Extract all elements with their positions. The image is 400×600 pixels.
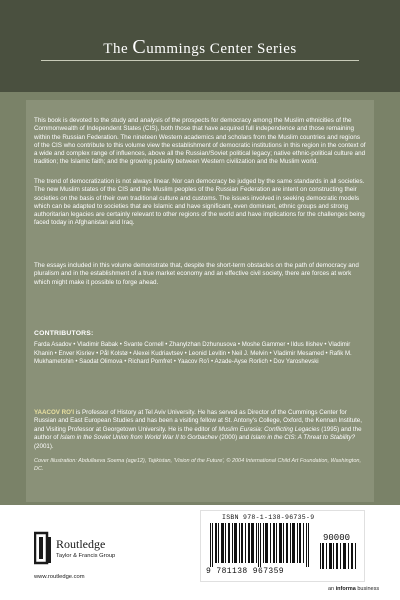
series-divider <box>41 60 359 61</box>
cover-credit <box>34 458 364 473</box>
series-initial: C <box>132 36 147 58</box>
publisher-group: Taylor & Francis Group <box>56 553 116 559</box>
publisher-url: www.routledge.com <box>34 574 85 580</box>
price-barcode-bars <box>320 543 358 569</box>
description-paragraph-2: The trend of democratization is not always linear. Nor can democracy be judged by the same standards in all societies. The new Muslim states of the CIS and the Muslim peoples of the Russian Federation are intent on constructing their societies on the basis of their own traditional culture and customs. The issues involved in seeking democratic models which can be adapted to societies that are Islamic and have significant, even dominant, ethnic groups and strong authoritarian legacies are certainly relevant to other regions of the world and have implications for the challenges being faced today in Afghanistan and Iraq. <box>34 178 365 227</box>
author-bio-mid2: (2000) and <box>217 434 251 442</box>
series-prefix: The <box>103 41 133 57</box>
author-bio <box>34 409 364 451</box>
publisher-name: Routledge <box>56 537 106 551</box>
series-rest: ummings Center Series <box>146 41 297 57</box>
routledge-logo-icon <box>34 531 52 567</box>
informa-tagline <box>328 586 379 592</box>
description-paragraph-1: This book is devoted to the study and analysis of the prospects for democracy among the Muslim ethnicities of the Commonwealth of Independent States (CIS), both those that have acquired full independence and those remaining within the Russian Federation. The nineteen Western academics and scholars from the Muslim countries and regions of the CIS who contribute to this volume view the establishment of democratic institutions in this region in the context of a wide and complex range of influences, above all the Russian/Soviet political legacy; native ethnic-political culture and tradition; the Islamic faith; and the growing polarity between Western civilization and the Muslim world. <box>34 117 366 166</box>
author-bio-mid: (1995) and the author of <box>34 425 362 442</box>
barcode-digits: 9 781138 967359 <box>206 567 285 576</box>
informa-brand: informa <box>335 586 356 592</box>
author-book-2: Islam in the Soviet Union from World War II to Gorbachev <box>60 434 218 442</box>
series-title <box>0 36 400 59</box>
contributors-list: Farda Asadov • Vladimir Babak • Svante Cornell • Zhanylzhan Dzhunusova • Moshe Gammer • Ildus Ilishev • Vladimir Khanin • Enver Kisriev • Pål Kolstø • Alexei Kudriavtsev • Leonid Levitin • Neil J. Melvin • Vladimir Mesamed • Rafik M. Mukhametshin • Saodat Olimova • Richard Pomfret • Yaacov Ro'i • Azade-Ayse Rorlich • Dov Yaroshevski <box>34 341 352 366</box>
author-bio-end: (2001). <box>34 442 54 450</box>
cover-credit-label: Cover Illustration: <box>34 458 77 464</box>
barcode-bars <box>210 523 315 567</box>
description-paragraph-3: The essays included in this volume demonstrate that, despite the short-term obstacles on the path of democracy and pluralism and in the establishment of a true market economy and an effective civil society, there are forces at work which might make it possible to forge ahead. <box>34 262 359 286</box>
author-book-3: Islam in the CIS: A Threat to Stability? <box>250 434 356 442</box>
author-bio-text: is Professor of History at Tel Aviv University. He has served as Director of the Cummings Center for Russian and East European Studies and has been a visiting fellow at St. Antony's College, Oxford, the Kennan Institute, and Visiting Professor at Georgetown University. He is the editor of <box>34 409 362 433</box>
author-name: YAACOV RO'I <box>34 409 75 416</box>
author-book-1: Muslim Eurasia: Conflicting Legacies <box>218 425 320 433</box>
informa-prefix: an <box>328 586 336 592</box>
informa-suffix: business <box>355 586 380 592</box>
cover-credit-text: Abdullaeva Soema (age12), Tajikistan, 'Vision of the Future', © 2004 International Child Art Foundation, Washington, DC. <box>34 458 361 472</box>
price-code: 90000 <box>323 533 351 543</box>
contributors-heading: CONTRIBUTORS: <box>34 330 94 337</box>
isbn-label: ISBN 978-1-138-96735-9 <box>222 514 315 521</box>
